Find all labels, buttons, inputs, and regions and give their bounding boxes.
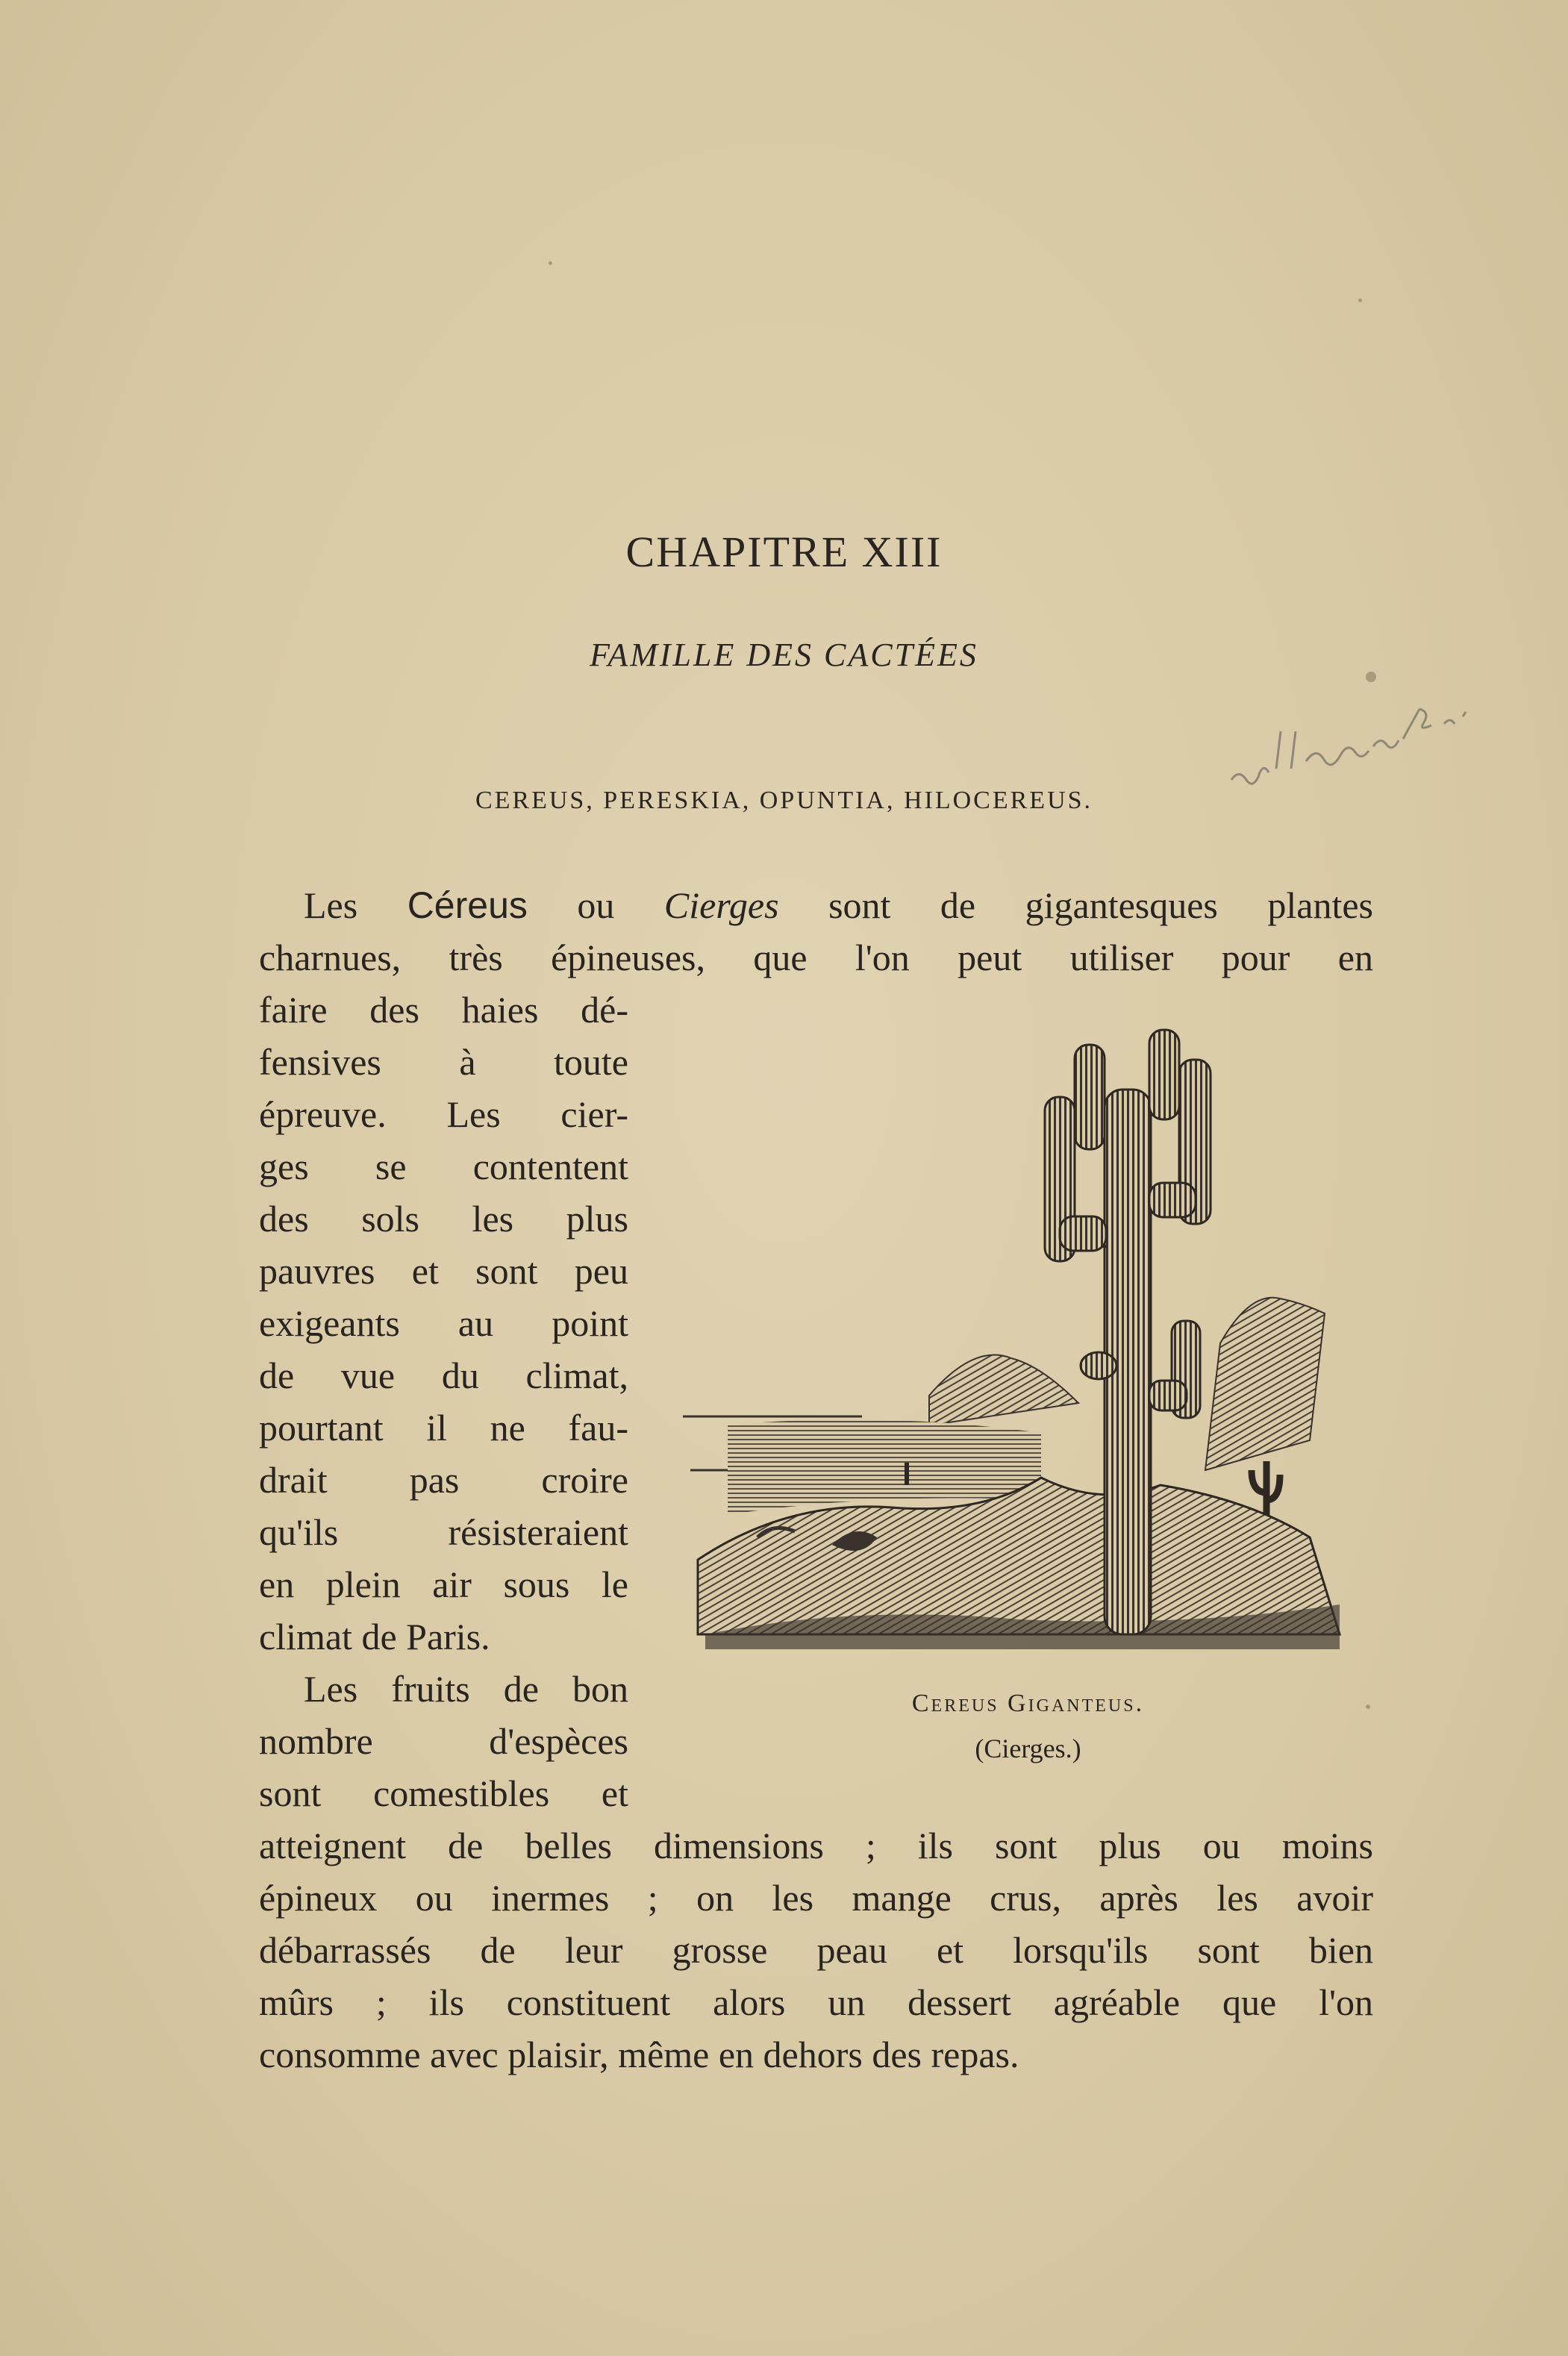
text-line: mûrs ; ils constituent alors un dessert agréable que l'on bbox=[259, 1981, 1373, 2023]
text-line: fensives à toute bbox=[259, 1041, 628, 1083]
text-line: consomme avec plaisir, même en dehors des repas. bbox=[259, 2034, 1019, 2075]
text-line: en plein air sous le bbox=[259, 1563, 628, 1605]
text-line: atteignent de belles dimensions ; ils sont plus ou moins bbox=[259, 1825, 1373, 1866]
text-line: épreuve. Les cier- bbox=[259, 1093, 628, 1135]
text-line: de vue du climat, bbox=[259, 1354, 628, 1396]
text-line: charnues, très épineuses, que l'on peut utiliser pour en bbox=[259, 937, 1373, 978]
chapter-title: CHAPITRE XIII bbox=[625, 528, 943, 576]
handwritten-annotation bbox=[1224, 694, 1478, 799]
cactus-engraving-illustration bbox=[683, 1022, 1373, 1672]
paper-speck bbox=[1366, 672, 1376, 682]
text-line: Les Céreus ou Cierges sont de gigantesques plantes bbox=[304, 884, 1374, 926]
text-line: des sols les plus bbox=[259, 1198, 628, 1240]
text-line: pourtant il ne fau- bbox=[259, 1407, 628, 1449]
text-line: débarrassés de leur grosse peau et lorsqu'ils sont bien bbox=[259, 1929, 1373, 1971]
paper-speck bbox=[1358, 299, 1362, 302]
figure-caption-common: (Cierges.) bbox=[975, 1734, 1081, 1763]
text-line: sont comestibles et bbox=[259, 1772, 628, 1814]
text-line: exigeants au point bbox=[259, 1302, 628, 1344]
chapter-topics: CEREUS, PERESKIA, OPUNTIA, HILOCEREUS. bbox=[475, 787, 1093, 814]
paper-speck bbox=[1366, 1704, 1370, 1709]
chapter-subtitle: FAMILLE DES CACTÉES bbox=[590, 637, 978, 673]
text-line: qu'ils résisteraient bbox=[259, 1511, 628, 1553]
text-line: épineux ou inermes ; on les mange crus, après les avoir bbox=[259, 1877, 1373, 1919]
text-line: Les fruits de bon bbox=[304, 1668, 628, 1710]
text-line: pauvres et sont peu bbox=[259, 1250, 628, 1292]
figure-caption-name: Cereus Giganteus. bbox=[911, 1690, 1145, 1717]
text-line: drait pas croire bbox=[259, 1459, 628, 1501]
text-line: climat de Paris. bbox=[259, 1616, 490, 1657]
text-line: nombre d'espèces bbox=[259, 1720, 628, 1762]
text-line: ges se contentent bbox=[259, 1146, 628, 1187]
text-line: faire des haies dé- bbox=[259, 989, 628, 1031]
paper-speck bbox=[549, 261, 552, 265]
